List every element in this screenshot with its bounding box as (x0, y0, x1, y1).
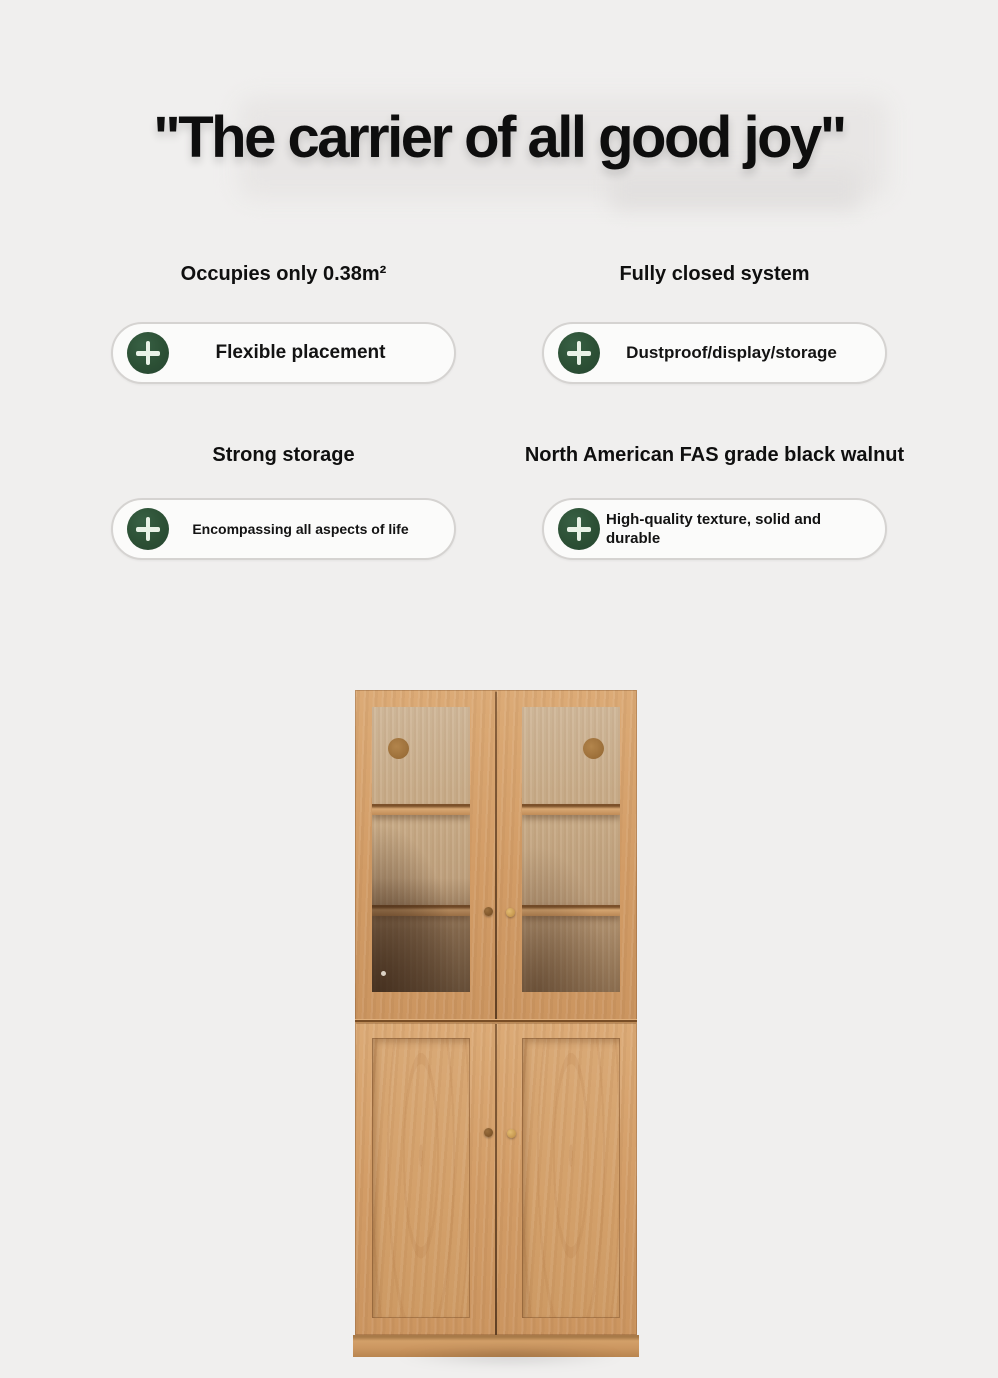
door-knob (484, 907, 493, 916)
glass-highlight-dot (381, 971, 386, 976)
feature-heading: Fully closed system (619, 263, 810, 285)
feature-block-storage (111, 444, 456, 564)
glass-pane-left (372, 707, 470, 992)
feature-pill (542, 498, 887, 560)
plus-icon (558, 508, 600, 550)
glass-reflection (372, 707, 470, 992)
cabinet-upper-glass-door-left (355, 690, 496, 1021)
feature-pill (111, 498, 456, 560)
product-photo-cabinet (355, 690, 637, 1357)
feature-pill-label: Dustproof/display/storage (626, 343, 837, 362)
cabinet-upper-glass-door-right (496, 690, 637, 1021)
door-gap-line (495, 692, 497, 1021)
feature-block-closed-system (542, 263, 887, 388)
feature-pill-label: Flexible placement (215, 342, 386, 363)
feature-heading: Strong storage (212, 444, 355, 466)
cabinet-floor-shadow (345, 1340, 675, 1372)
headline-ghost-shadow-2 (610, 168, 860, 210)
cabinet-lower-panel-door-left (355, 1023, 496, 1335)
feature-pill-label: Encompassing all aspects of life (192, 521, 409, 537)
door-knob (484, 1128, 493, 1137)
feature-heading: Occupies only 0.38m² (180, 263, 387, 285)
feature-pill-label: High-quality texture, solid and durable (606, 511, 822, 547)
feature-pill (542, 322, 887, 384)
feature-heading: North American FAS grade black walnut (524, 444, 905, 466)
feature-pill (111, 322, 456, 384)
wood-panel (522, 1038, 620, 1318)
door-gap-line (495, 1024, 497, 1335)
door-knob (507, 1129, 516, 1138)
cabinet-lower-panel-door-right (496, 1023, 637, 1335)
door-knob (506, 908, 515, 917)
wood-panel (372, 1038, 470, 1318)
feature-block-occupies (111, 263, 456, 388)
feature-block-walnut (524, 444, 905, 564)
page-title: "The carrier of all good joy" (153, 105, 845, 170)
glass-reflection (522, 707, 620, 992)
glass-pane-right (522, 707, 620, 992)
